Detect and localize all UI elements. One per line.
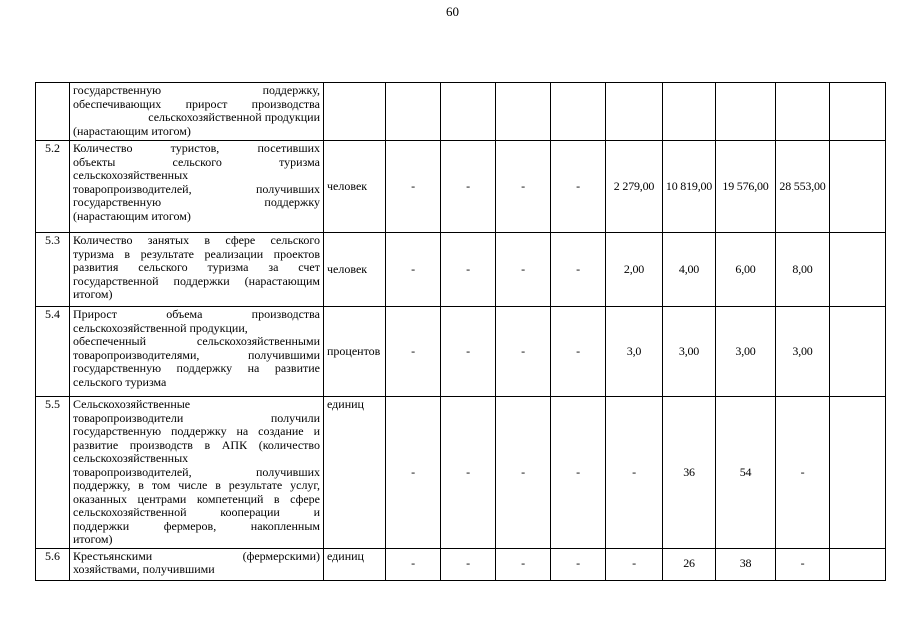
description-line: товаропроизводителей, получивших bbox=[73, 181, 320, 196]
table-row bbox=[36, 548, 886, 580]
unit-of-measure: человек bbox=[324, 233, 386, 307]
description-line: Прирост объема производства bbox=[73, 307, 320, 321]
value-cell: - bbox=[606, 548, 663, 580]
value-cell: - bbox=[776, 397, 830, 549]
value-cell: 3,00 bbox=[776, 307, 830, 397]
value-cell: - bbox=[386, 307, 441, 397]
description-line: итогом) bbox=[73, 287, 113, 301]
value-cell bbox=[496, 83, 551, 141]
description-line: государственную поддержку на создание и bbox=[73, 424, 320, 438]
indicators-table bbox=[35, 82, 886, 581]
value-cell bbox=[441, 83, 496, 141]
row-number: 5.4 bbox=[36, 307, 70, 397]
description-line: развитие производств в АПК (количество bbox=[73, 437, 320, 452]
value-cell: - bbox=[386, 141, 441, 233]
unit-of-measure: единиц bbox=[324, 397, 386, 549]
value-cell: 2,00 bbox=[606, 233, 663, 307]
value-cell: 3,0 bbox=[606, 307, 663, 397]
description-line: (нарастающим итогом) bbox=[73, 208, 191, 223]
indicator-description bbox=[70, 83, 324, 141]
unit-of-measure bbox=[324, 83, 386, 141]
value-cell: 3,00 bbox=[663, 307, 716, 397]
description-line: поддержки фермеров, накопленным bbox=[73, 518, 320, 533]
description-line: государственной поддержки (нарастающим bbox=[73, 273, 320, 288]
value-cell: - bbox=[441, 141, 496, 233]
indicator-description bbox=[70, 141, 324, 233]
value-cell bbox=[776, 83, 830, 141]
value-cell bbox=[830, 548, 886, 580]
value-cell: 54 bbox=[716, 397, 776, 549]
value-cell: 2 279,00 bbox=[606, 141, 663, 233]
description-line: сельскохозяйственной продукции bbox=[148, 110, 320, 124]
description-line: оказанных центрами компетенций в сфере bbox=[73, 491, 320, 506]
description-line: объекты сельского туризма bbox=[73, 154, 320, 169]
row-number: 5.6 bbox=[36, 548, 70, 580]
value-cell bbox=[386, 83, 441, 141]
value-cell bbox=[830, 83, 886, 141]
value-cell: 6,00 bbox=[716, 233, 776, 307]
value-cell bbox=[551, 83, 606, 141]
value-cell bbox=[830, 141, 886, 233]
value-cell bbox=[830, 233, 886, 307]
description-line: сельского туризма bbox=[73, 374, 167, 389]
value-cell: 38 bbox=[716, 548, 776, 580]
value-cell: - bbox=[441, 307, 496, 397]
description-line: туризма в результате реализации проектов bbox=[73, 246, 320, 261]
description-line: Количество занятых в сфере сельского bbox=[73, 233, 320, 247]
value-cell: - bbox=[386, 548, 441, 580]
description-line: поддержку, в том числе в результате услуг, bbox=[73, 478, 320, 492]
value-cell: 8,00 bbox=[776, 233, 830, 307]
description-line: сельскохозяйственных bbox=[73, 168, 189, 182]
table-row bbox=[36, 141, 886, 233]
table-row bbox=[36, 307, 886, 397]
indicator-description bbox=[70, 233, 324, 307]
value-cell: - bbox=[551, 307, 606, 397]
row-number: 5.5 bbox=[36, 397, 70, 549]
table-row bbox=[36, 83, 886, 141]
value-cell: 26 bbox=[663, 548, 716, 580]
indicator-description bbox=[70, 548, 324, 580]
row-number bbox=[36, 83, 70, 141]
value-cell: - bbox=[551, 141, 606, 233]
description-line: государственную поддержку на развитие bbox=[73, 361, 320, 375]
value-cell bbox=[830, 397, 886, 549]
description-line: товаропроизводителями, получившими bbox=[73, 347, 320, 362]
value-cell: 10 819,00 bbox=[663, 141, 716, 233]
value-cell: - bbox=[496, 548, 551, 580]
table-row bbox=[36, 397, 886, 549]
value-cell bbox=[830, 307, 886, 397]
value-cell: 19 576,00 bbox=[716, 141, 776, 233]
description-line: сельскохозяйственной продукции, bbox=[73, 320, 248, 335]
description-line: товаропроизводителей, получивших bbox=[73, 464, 320, 479]
value-cell: 3,00 bbox=[716, 307, 776, 397]
page-number: 60 bbox=[446, 4, 459, 19]
value-cell bbox=[606, 83, 663, 141]
value-cell: - bbox=[551, 548, 606, 580]
value-cell: - bbox=[386, 397, 441, 549]
value-cell: - bbox=[441, 233, 496, 307]
description-line: государственную поддержку bbox=[73, 195, 320, 209]
value-cell: - bbox=[441, 397, 496, 549]
description-line: Крестьянскими (фермерскими) bbox=[73, 548, 320, 563]
description-line: итогом) bbox=[73, 532, 113, 546]
value-cell: 36 bbox=[663, 397, 716, 549]
description-line: обеспеченный сельскохозяйственными bbox=[73, 334, 320, 348]
value-cell: - bbox=[496, 307, 551, 397]
row-number: 5.3 bbox=[36, 233, 70, 307]
description-line: (нарастающим итогом) bbox=[73, 123, 191, 138]
value-cell: - bbox=[386, 233, 441, 307]
description-line: сельскохозяйственных bbox=[73, 451, 189, 465]
description-line: Сельскохозяйственные bbox=[73, 397, 191, 411]
table-row bbox=[36, 233, 886, 307]
value-cell bbox=[716, 83, 776, 141]
value-cell: - bbox=[496, 141, 551, 233]
value-cell: - bbox=[496, 233, 551, 307]
description-line: сельскохозяйственной кооперации и bbox=[73, 505, 320, 519]
unit-of-measure: человек bbox=[324, 141, 386, 233]
description-line: развития сельского туризма за счет bbox=[73, 260, 320, 274]
value-cell: 4,00 bbox=[663, 233, 716, 307]
value-cell: - bbox=[496, 397, 551, 549]
value-cell: 28 553,00 bbox=[776, 141, 830, 233]
row-number: 5.2 bbox=[36, 141, 70, 233]
value-cell: - bbox=[776, 548, 830, 580]
description-line: Количество туристов, посетивших bbox=[73, 141, 320, 155]
description-line: хозяйствами, получившими bbox=[73, 562, 215, 576]
unit-of-measure: процентов bbox=[324, 307, 386, 397]
indicator-description bbox=[70, 397, 324, 549]
value-cell: - bbox=[551, 397, 606, 549]
description-line: товаропроизводители получили bbox=[73, 410, 320, 425]
indicator-description bbox=[70, 307, 324, 397]
value-cell bbox=[663, 83, 716, 141]
description-line: государственную поддержку, bbox=[73, 83, 320, 97]
value-cell: - bbox=[606, 397, 663, 549]
value-cell: - bbox=[551, 233, 606, 307]
unit-of-measure: единиц bbox=[324, 548, 386, 580]
description-line: обеспечивающих прирост производства bbox=[73, 96, 320, 111]
value-cell: - bbox=[441, 548, 496, 580]
